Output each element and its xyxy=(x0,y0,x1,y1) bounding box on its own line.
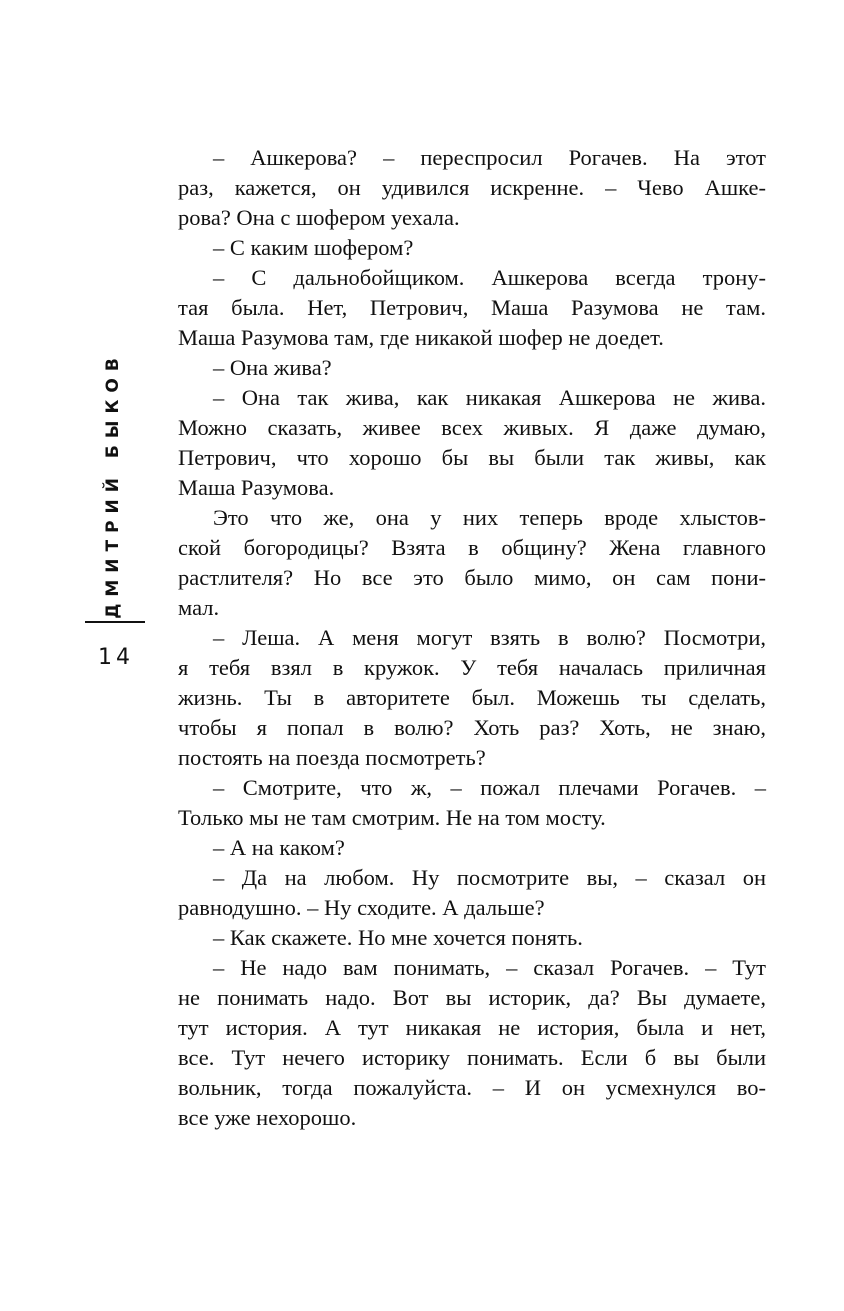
paragraph xyxy=(178,833,766,863)
text-line: постоять на поезда посмотреть? xyxy=(178,745,486,770)
text-line: вольник, тогда пожалуйста. – И он усмехнулся во- xyxy=(178,1075,766,1100)
text-line: – Смотрите, что ж, – пожал плечами Рогачев. – xyxy=(213,775,766,800)
text-line: Маша Разумова там, где никакой шофер не доедет. xyxy=(178,325,664,350)
text-line: равнодушно. – Ну сходите. А дальше? xyxy=(178,895,545,920)
text-line: Можно сказать, живее всех живых. Я даже думаю, xyxy=(178,415,766,440)
paragraph xyxy=(178,353,766,383)
text-line: – А на каком? xyxy=(213,835,345,860)
divider xyxy=(85,621,145,623)
text-line: – Как скажете. Но мне хочется понять. xyxy=(213,925,583,950)
paragraph xyxy=(178,623,766,773)
text-line: – С каким шофером? xyxy=(213,235,414,260)
text-line: – Леша. А меня могут взять в волю? Посмотри, xyxy=(213,625,766,650)
page-number: 14 xyxy=(98,645,134,670)
text-line: тая была. Нет, Петрович, Маша Разумова не там. xyxy=(178,295,766,320)
running-head-author: ДМИТРИЙ БЫКОВ xyxy=(103,351,123,619)
paragraph xyxy=(178,863,766,923)
text-line: все. Тут нечего историку понимать. Если б вы были xyxy=(178,1045,766,1070)
paragraph xyxy=(178,953,766,1133)
text-line: растлителя? Но все это было мимо, он сам пони- xyxy=(178,565,766,590)
paragraph xyxy=(178,263,766,353)
text-line: – Она так жива, как никакая Ашкерова не жива. xyxy=(213,385,766,410)
paragraph xyxy=(178,773,766,833)
text-line: – Да на любом. Ну посмотрите вы, – сказал он xyxy=(213,865,766,890)
paragraph xyxy=(178,233,766,263)
paragraph xyxy=(178,503,766,623)
text-line: раз, кажется, он удивился искренне. – Чево Ашке- xyxy=(178,175,766,200)
text-line: Маша Разумова. xyxy=(178,475,335,500)
text-line: я тебя взял в кружок. У тебя началась приличная xyxy=(178,655,766,680)
text-line: не понимать надо. Вот вы историк, да? Вы думаете, xyxy=(178,985,766,1010)
text-line: Это что же, она у них теперь вроде хлыстов- xyxy=(213,505,766,530)
text-line: Только мы не там смотрим. Не на том мосту. xyxy=(178,805,606,830)
text-line: рова? Она с шофером уехала. xyxy=(178,205,460,230)
text-line: все уже нехорошо. xyxy=(178,1105,357,1130)
text-line: – Она жива? xyxy=(213,355,332,380)
text-line: мал. xyxy=(178,595,220,620)
text-line: – Не надо вам понимать, – сказал Рогачев. – Тут xyxy=(213,955,766,980)
paragraph xyxy=(178,923,766,953)
text-line: чтобы я попал в волю? Хоть раз? Хоть, не знаю, xyxy=(178,715,766,740)
text-line: жизнь. Ты в авторитете был. Можешь ты сделать, xyxy=(178,685,766,710)
text-line: – С дальнобойщиком. Ашкерова всегда трону- xyxy=(213,265,766,290)
paragraph xyxy=(178,143,766,233)
text-line: – Ашкерова? – переспросил Рогачев. На этот xyxy=(213,145,766,170)
text-line: Петрович, что хорошо бы вы были так живы, как xyxy=(178,445,766,470)
text-line: ской богородицы? Взята в общину? Жена главного xyxy=(178,535,766,560)
text-line: тут история. А тут никакая не история, была и нет, xyxy=(178,1015,766,1040)
paragraph xyxy=(178,383,766,503)
body-text xyxy=(178,143,766,1133)
